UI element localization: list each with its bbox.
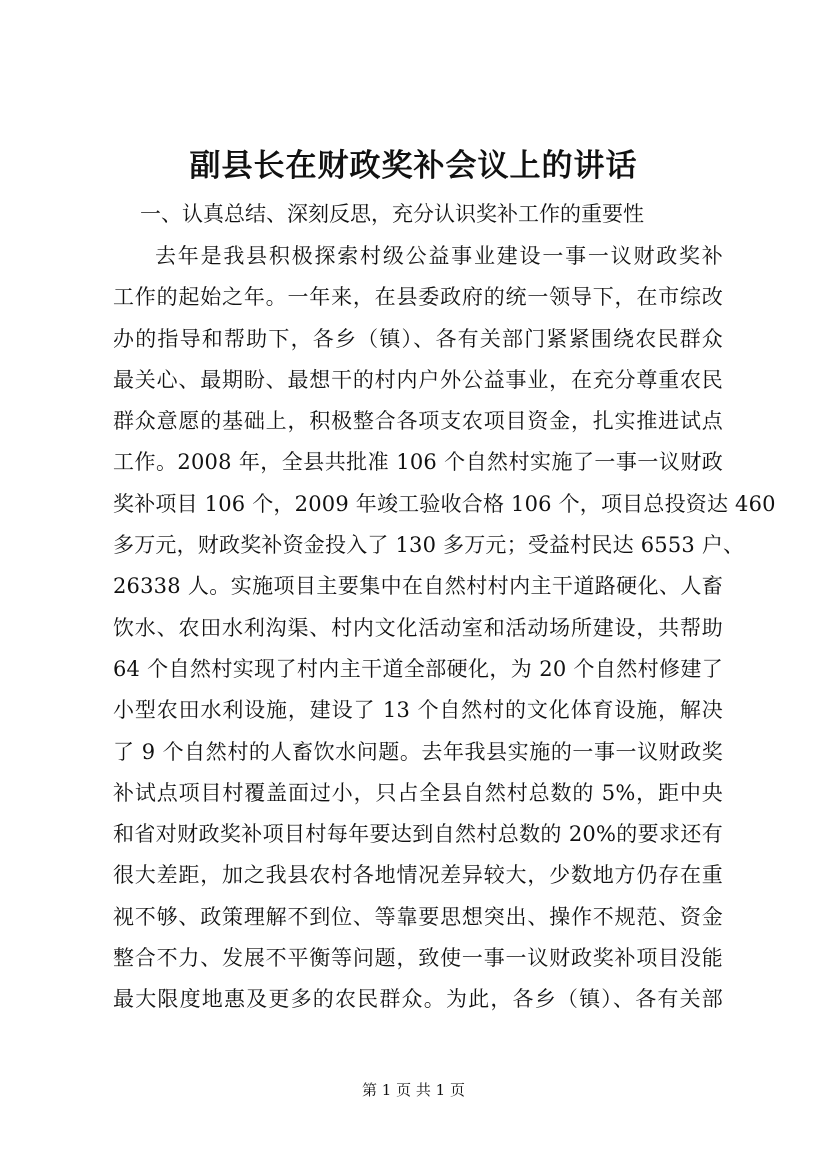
- body-paragraph: [113, 236, 776, 1021]
- paragraph-line: 最关心、最期盼、最想干的村内户外公益事业，在充分尊重农民: [113, 367, 723, 392]
- paragraph-line: 群众意愿的基础上，积极整合各项支农项目资金，扎实推进试点: [113, 409, 723, 434]
- paragraph-line: 64 个自然村实现了村内主干道全部硬化，为 20 个自然村修建了: [113, 656, 723, 681]
- paragraph-line: 视不够、政策理解不到位、等靠要思想突出、操作不规范、资金: [113, 904, 723, 929]
- paragraph-line: 最大限度地惠及更多的农民群众。为此，各乡（镇）、各有关部: [113, 987, 723, 1012]
- paragraph-line: 了 9 个自然村的人畜饮水问题。去年我县实施的一事一议财政奖: [113, 739, 723, 764]
- paragraph-line: 很大差距，加之我县农村各地情况差异较大，少数地方仍存在重: [113, 863, 723, 888]
- paragraph-line: 工作。2008 年，全县共批准 106 个自然村实施了一事一议财政: [113, 450, 723, 475]
- paragraph-line: 办的指导和帮助下，各乡（镇）、各有关部门紧紧围绕农民群众: [113, 326, 723, 351]
- paragraph-line: 和省对财政奖补项目村每年要达到自然村总数的 20%的要求还有: [113, 822, 723, 847]
- page-number-footer: 第 1 页 共 1 页: [362, 1081, 465, 1099]
- paragraph-line: 26338 人。实施项目主要集中在自然村村内主干道路硬化、人畜: [113, 574, 723, 599]
- document-title: 副县长在财政奖补会议上的讲话: [189, 148, 638, 184]
- paragraph-line: 饮水、农田水利沟渠、村内文化活动室和活动场所建设，共帮助: [113, 615, 723, 640]
- paragraph-line: 多万元，财政奖补资金投入了 130 多万元；受益村民达 6553 户、: [113, 533, 745, 558]
- paragraph-line: 工作的起始之年。一年来，在县委政府的统一领导下，在市综改: [113, 285, 723, 310]
- section-heading: 一、认真总结、深刻反思，充分认识奖补工作的重要性: [140, 202, 644, 226]
- paragraph-line: 奖补项目 106 个，2009 年竣工验收合格 106 个，项目总投资达 460: [113, 491, 776, 516]
- paragraph-line: 整合不力、发展不平衡等问题，致使一事一议财政奖补项目没能: [113, 946, 723, 971]
- paragraph-line: 去年是我县积极探索村级公益事业建设一事一议财政奖补: [155, 244, 723, 268]
- paragraph-line: 补试点项目村覆盖面过小，只占全县自然村总数的 5%，距中央: [113, 780, 723, 805]
- paragraph-line: 小型农田水利设施，建设了 13 个自然村的文化体育设施，解决: [113, 698, 723, 723]
